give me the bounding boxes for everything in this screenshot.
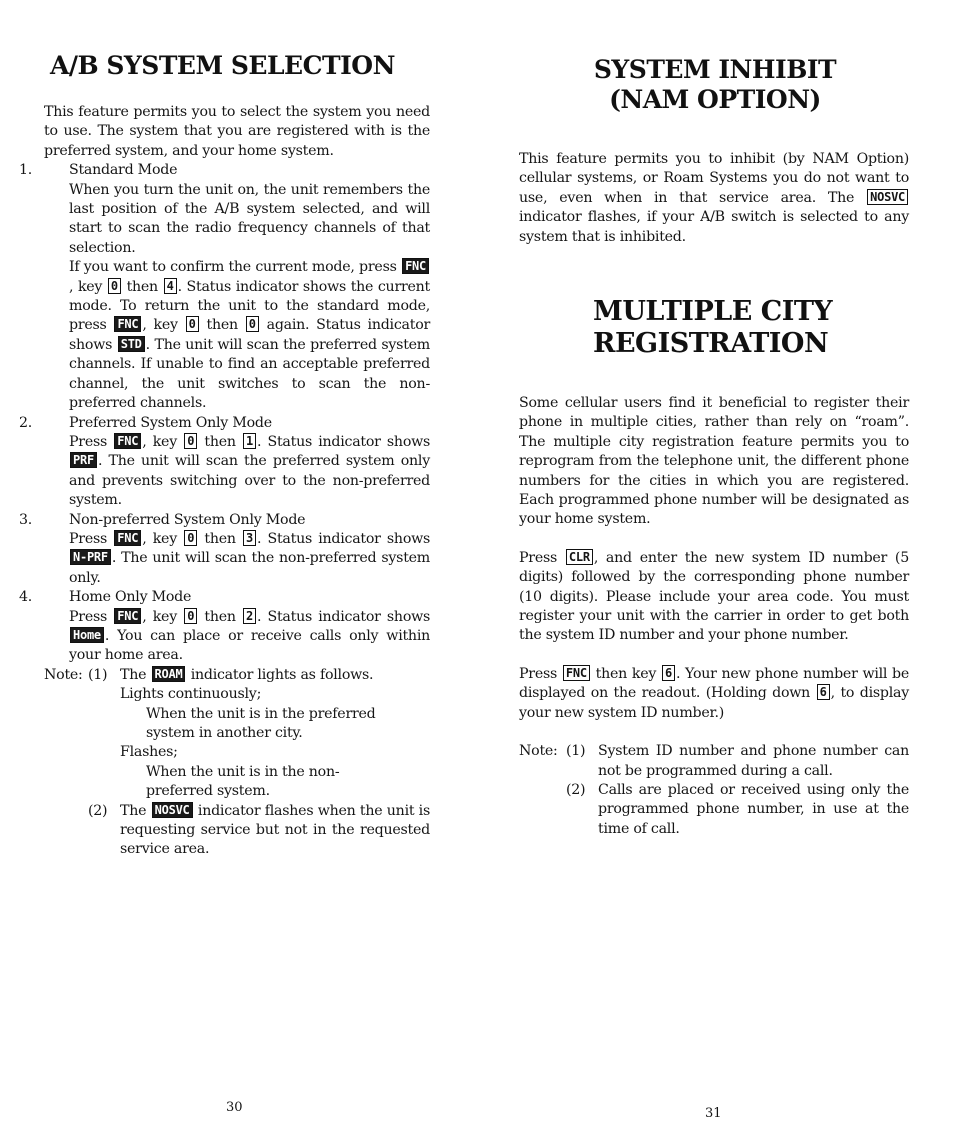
multiple-city-intro: Some cellular users find it beneficial to register their phone in multiple cities, rather than rely on “roam”. The multiple city registration feature permits you to reprogram from the telephone unit, the different phone numbers for the cities in which you are registered. Each programmed phone number will be designated as your home system. xyxy=(519,395,909,528)
left-note: Note: (1) The ROAM indicator lights as follows. Lights continuously; When the unit is in the preferred system in another city. Flashes; When the unit is in the non-preferred system. (2) The NOSVC indicator flashes when the unit is requesting service but not in the requested service area. xyxy=(44,666,431,858)
list-item-preferred-mode: 2. Preferred System Only Mode Press FNC , key 0 then 1 . Status indicator shows PRF . The unit will scan the preferred system only and prevents switching over to the non-preferred system. xyxy=(19,414,431,509)
item-title: Standard Mode xyxy=(69,162,178,179)
zero-key-icon: 0 xyxy=(184,530,197,546)
fnc-key-icon: FNC xyxy=(402,258,429,274)
multiple-city-display: Press FNC then key 6 . Your new phone number will be displayed on the readout. (Holding down 6 , to display your new system ID number.) xyxy=(519,665,910,721)
roam-indicator-icon: ROAM xyxy=(152,666,186,682)
prf-indicator-icon: PRF xyxy=(70,452,97,468)
std-indicator-icon: STD xyxy=(118,336,145,352)
six-key-icon: 6 xyxy=(662,665,675,681)
left-body xyxy=(19,103,431,860)
list-item-standard-mode: 1. Standard Mode When you turn the unit on, the unit remembers the last position of the A/B system selected, and will start to scan the radio frequency channels of that selection. If you want to confirm the current mode, press FNC, key 0 then 4 . Status indicator shows the current mode. To return the unit to the standard mode, press FNC , key 0 then 0 again. Status indicator shows STD . The unit will scan the preferred system channels. If unable to find an acceptable preferred channel, the unit switches to scan the non-preferred channels. xyxy=(19,162,431,412)
home-indicator-icon: Home xyxy=(70,627,104,643)
nosvc-indicator-icon: NOSVC xyxy=(152,802,193,818)
two-key-icon: 2 xyxy=(243,608,256,624)
ab-intro: This feature permits you to select the system you need to use. The system that you are registered with is the preferred system, and your home system. xyxy=(44,104,430,159)
fnc-key-icon: FNC xyxy=(114,433,141,449)
list-item-non-preferred-mode: 3. Non-preferred System Only Mode Press FNC , key 0 then 3 . Status indicator shows N-PRF . The unit will scan the non-preferred system only. xyxy=(19,511,431,586)
fnc-key-icon: FNC xyxy=(114,608,141,624)
zero-key-icon: 0 xyxy=(184,608,197,624)
item-title: Non-preferred System Only Mode xyxy=(69,511,306,528)
system-inhibit-text: This feature permits you to inhibit (by NAM Option) cellular systems, or Roam Systems you do not want to use, even when in that service area. The NOSVC indicator flashes, if your A/B switch is selected to any system that is inhibited. xyxy=(519,151,909,245)
fnc-key-icon: FNC xyxy=(114,530,141,546)
ab-selection-title: A/B SYSTEM SELECTION xyxy=(50,51,395,80)
zero-key-icon: 0 xyxy=(246,316,259,332)
three-key-icon: 3 xyxy=(243,530,256,546)
four-key-icon: 4 xyxy=(164,278,177,294)
one-key-icon: 1 xyxy=(243,433,256,449)
multiple-city-title: MULTIPLE CITY REGISTRATION xyxy=(593,296,833,359)
nprf-indicator-icon: N-PRF xyxy=(70,549,111,565)
clr-key-icon: CLR xyxy=(566,549,593,565)
page-number-right: 31 xyxy=(705,1106,722,1121)
page-number-left: 30 xyxy=(226,1100,243,1115)
six-key-icon: 6 xyxy=(817,684,830,700)
fnc-key-icon: FNC xyxy=(563,665,590,681)
zero-key-icon: 0 xyxy=(108,278,121,294)
system-inhibit-title: SYSTEM INHIBIT (NAM OPTION) xyxy=(593,55,837,114)
nosvc-indicator-icon: NOSVC xyxy=(867,189,908,205)
zero-key-icon: 0 xyxy=(186,316,199,332)
item-title: Home Only Mode xyxy=(69,589,192,606)
multiple-city-body xyxy=(519,394,909,839)
fnc-key-icon: FNC xyxy=(114,316,141,332)
zero-key-icon: 0 xyxy=(184,433,197,449)
multiple-city-steps: Press CLR , and enter the new system ID number (5 digits) followed by the corresponding phone number (10 digits). Please include your area code. You must register your unit with the carrier in order to get both the system ID number and your phone number. xyxy=(519,549,909,644)
right-note: Note: (1) System ID number and phone number can not be programmed during a call. (2) Calls are placed or received using only the programmed phone number, in use at the time of call. xyxy=(519,743,909,837)
list-item-home-mode: 4. Home Only Mode Press FNC , key 0 then 2 . Status indicator shows Home . You can place or receive calls only within your home area. xyxy=(19,589,431,664)
item-title: Preferred System Only Mode xyxy=(69,414,272,431)
